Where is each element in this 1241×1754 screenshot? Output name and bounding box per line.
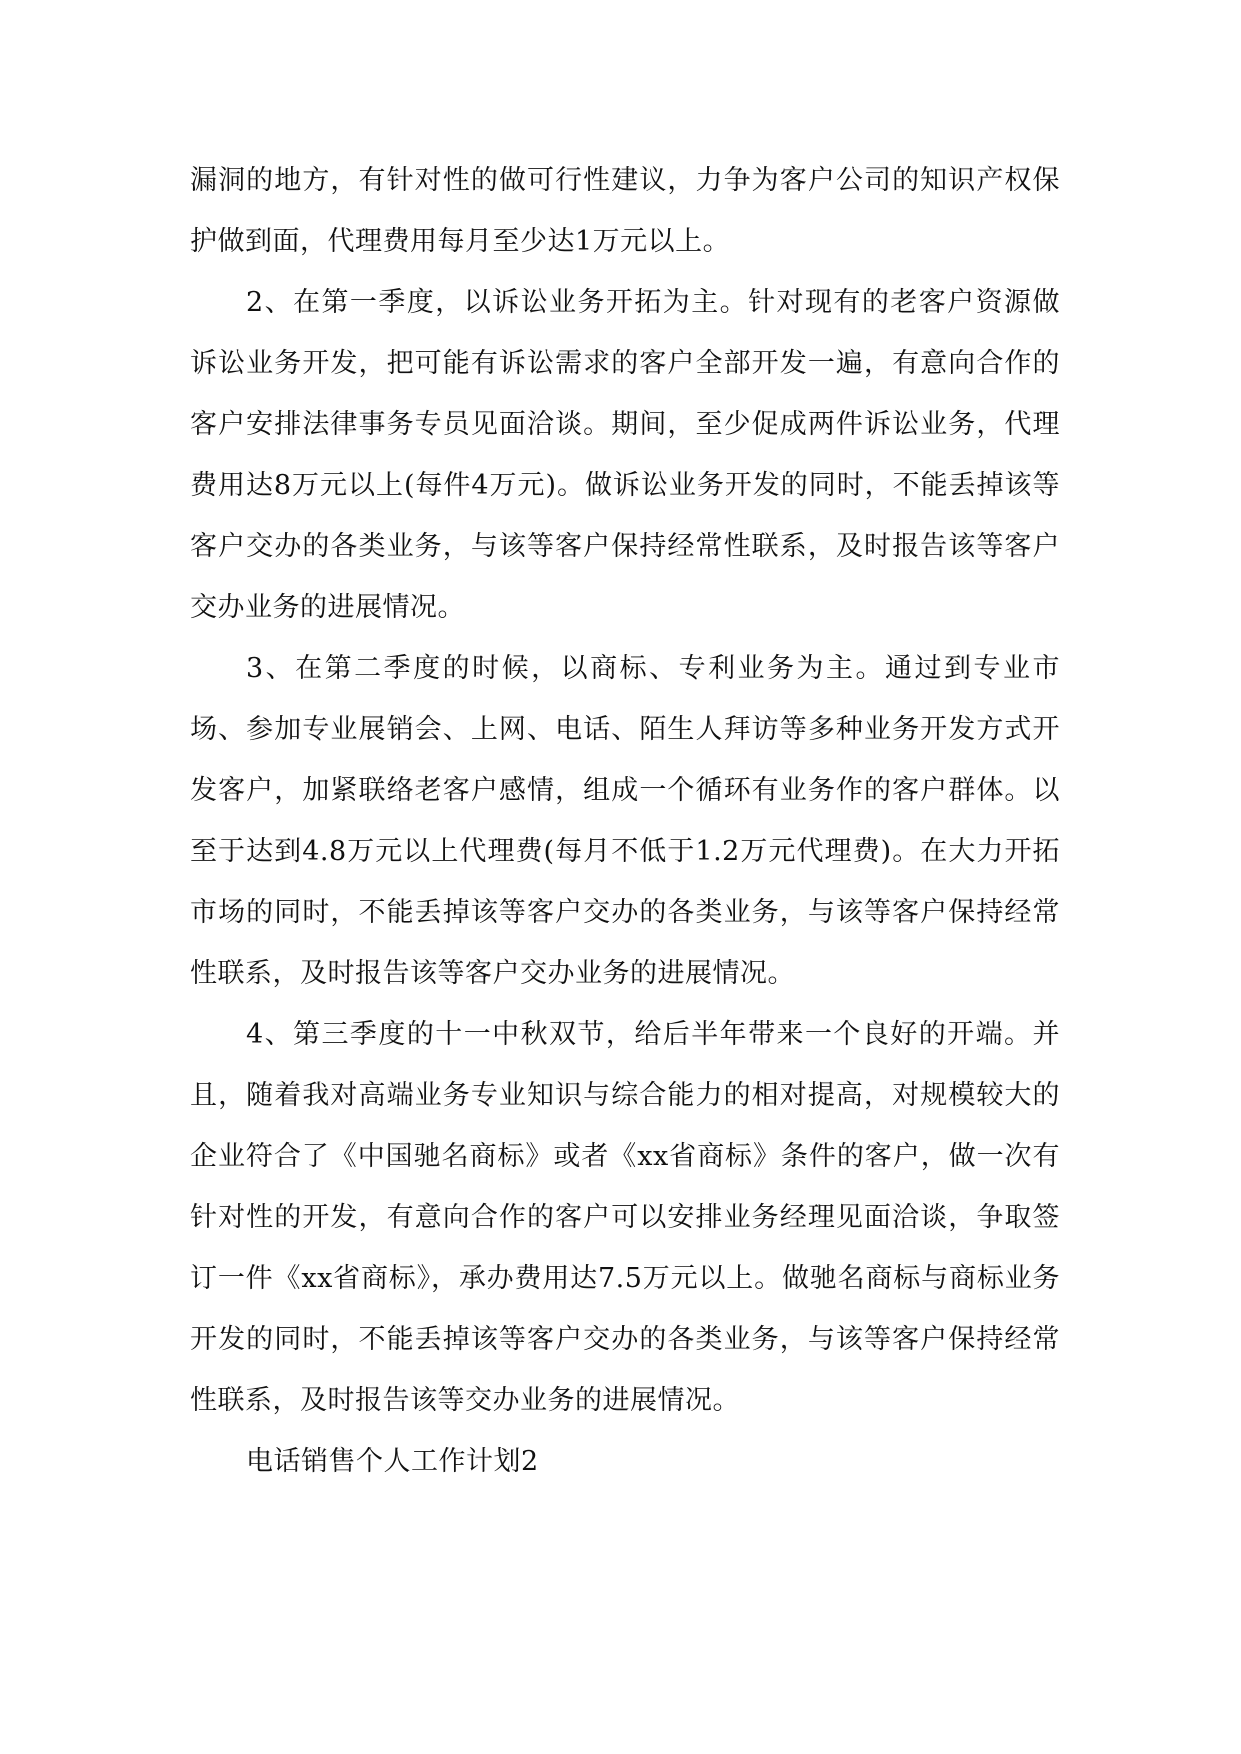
paragraph-continuation: 漏洞的地方，有针对性的做可行性建议，力争为客户公司的知识产权保护做到面，代理费用每月至少达1万元以上。: [190, 165, 1060, 257]
paragraph-q2-plan: 3、在第二季度的时候，以商标、专利业务为主。通过到专业市场、参加专业展销会、上网、电话、陌生人拜访等多种业务开发方式开发客户，加紧联络老客户感情，组成一个循环有业务作的客户群体。以至于达到4.8万元以上代理费(每月不低于1.2万元代理费)。在大力开拓市场的同时，不能丢掉该等客户交办的各类业务，与该等客户保持经常性联系，及时报告该等客户交办业务的进展情况。: [190, 653, 1060, 989]
document-body: [190, 150, 1060, 1492]
section-heading: 电话销售个人工作计划2: [246, 1446, 539, 1477]
paragraph-q1-plan: 2、在第一季度，以诉讼业务开拓为主。针对现有的老客户资源做诉讼业务开发，把可能有诉讼需求的客户全部开发一遍，有意向合作的客户安排法律事务专员见面洽谈。期间，至少促成两件诉讼业务，代理费用达8万元以上(每件4万元)。做诉讼业务开发的同时，不能丢掉该等客户交办的各类业务，与该等客户保持经常性联系，及时报告该等客户交办业务的进展情况。: [190, 287, 1060, 623]
paragraph-q3-plan: 4、第三季度的十一中秋双节，给后半年带来一个良好的开端。并且，随着我对高端业务专业知识与综合能力的相对提高，对规模较大的企业符合了《中国驰名商标》或者《xx省商标》条件的客户，做一次有针对性的开发，有意向合作的客户可以安排业务经理见面洽谈，争取签订一件《xx省商标》，承办费用达7.5万元以上。做驰名商标与商标业务开发的同时，不能丢掉该等客户交办的各类业务，与该等客户保持经常性联系，及时报告该等交办业务的进展情况。: [190, 1019, 1060, 1416]
